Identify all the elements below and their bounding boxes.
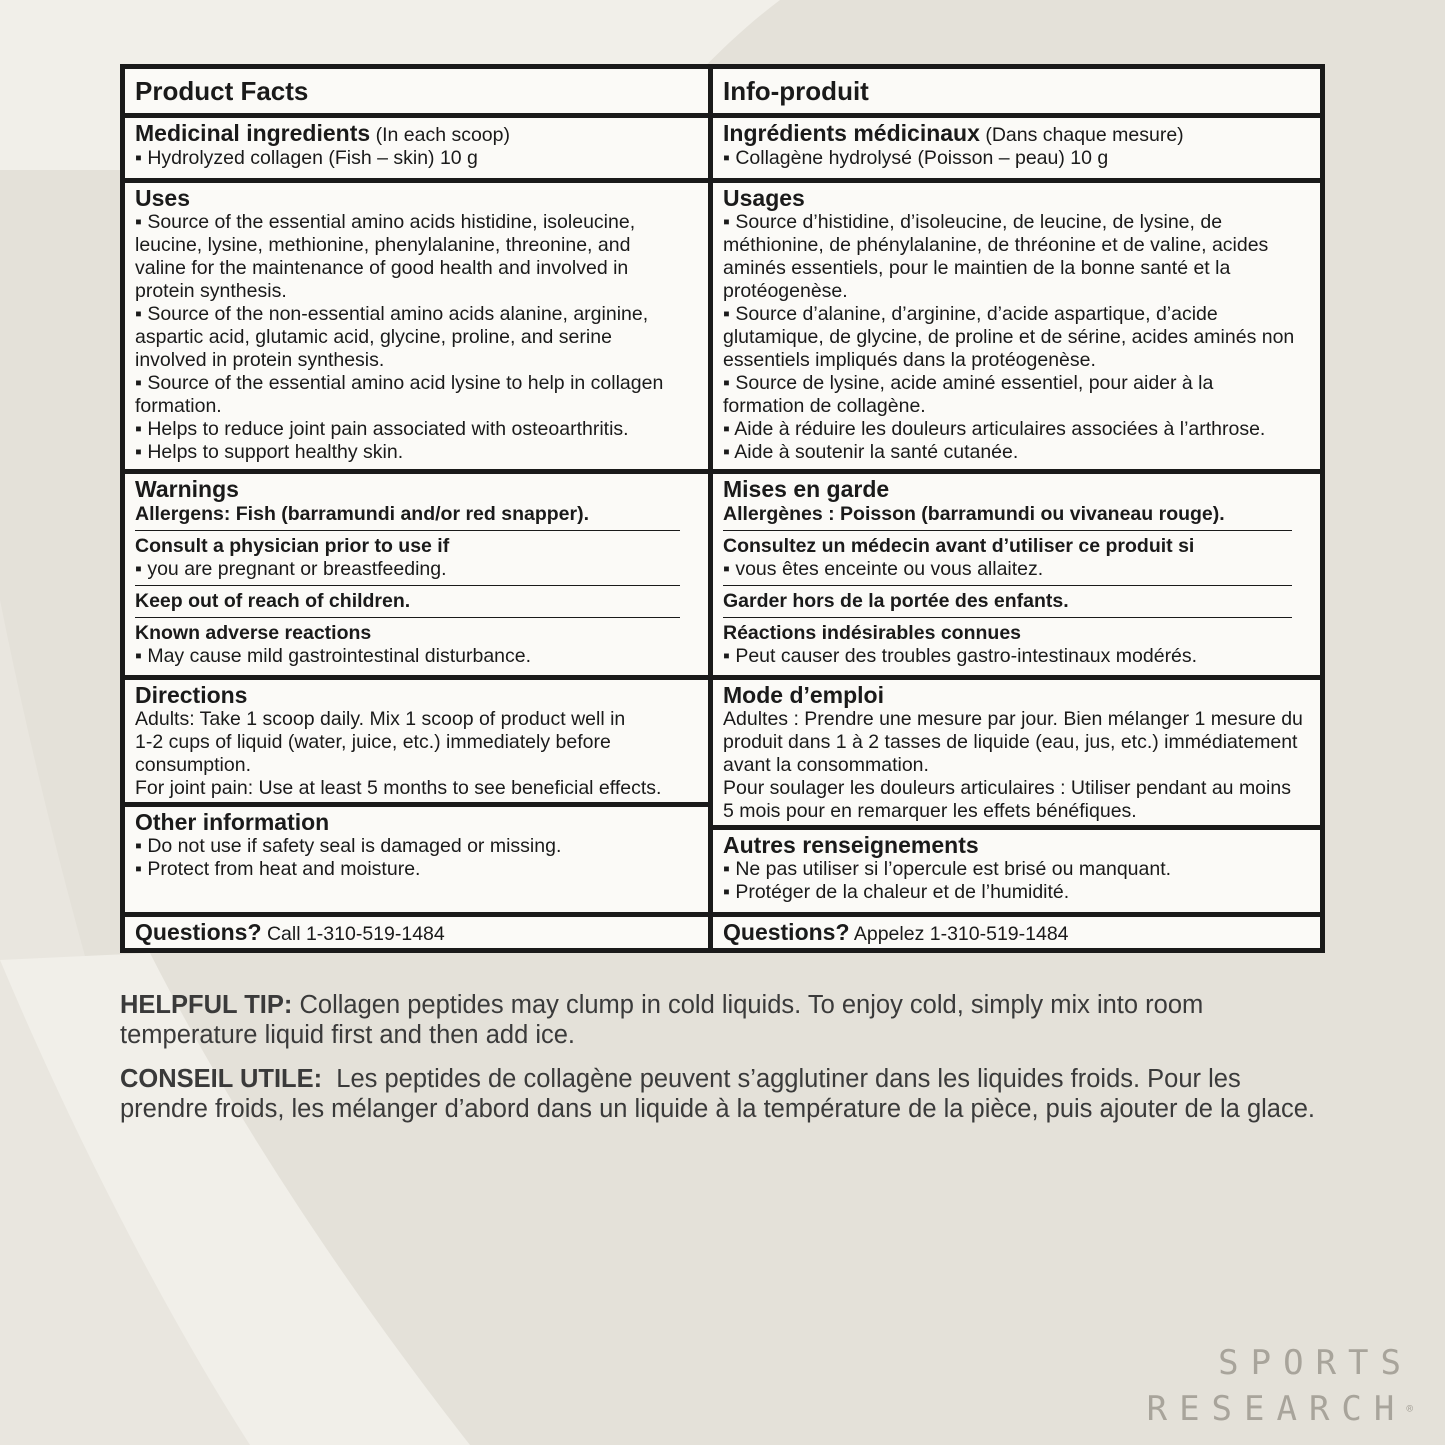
sports-research-logo bbox=[1147, 1340, 1413, 1432]
usages-list bbox=[723, 211, 1310, 464]
usages-line: ▪ Source d’histidine, d’isoleucine, de leucine, de lysine, de bbox=[723, 211, 1223, 233]
english-column bbox=[125, 69, 708, 948]
allergens-text: Allergens: Fish (barramundi and/or red snapper). bbox=[135, 503, 589, 525]
questions-cell bbox=[125, 917, 708, 948]
uses-line: protein synthesis. bbox=[135, 280, 287, 302]
other-info-line: ▪ Do not use if safety seal is damaged or missing. bbox=[135, 835, 562, 857]
product-facts-title-cell bbox=[125, 69, 708, 113]
autres-line: ▪ Ne pas utiliser si l’opercule est brisé ou manquant. bbox=[723, 858, 1172, 880]
consultez-text: Consultez un médecin avant d’utiliser ce produit si bbox=[723, 535, 1195, 557]
usages-line: ▪ Source d’alanine, d’arginine, d’acide aspartique, d’acide bbox=[723, 303, 1218, 325]
other-info-line: ▪ Protect from heat and moisture. bbox=[135, 858, 421, 880]
usages-heading: Usages bbox=[723, 185, 805, 211]
ingredients-heading: Ingrédients médicinaux bbox=[723, 120, 980, 146]
keep-out-text: Keep out of reach of children. bbox=[135, 590, 411, 612]
info-produit-title: Info-produit bbox=[723, 76, 869, 106]
directions-line: Adults: Take 1 scoop daily. Mix 1 scoop of product well in bbox=[135, 708, 626, 730]
autres-list bbox=[723, 858, 1310, 904]
uses-line: ▪ Source of the essential amino acid lysine to help in collagen bbox=[135, 372, 664, 394]
mode-emploi-line: Adultes : Prendre une mesure par jour. Bien mélanger 1 mesure du bbox=[723, 708, 1303, 730]
usages-line: méthionine, de phénylalanine, de thréonine et de valine, acides bbox=[723, 234, 1269, 256]
garder-text: Garder hors de la portée des enfants. bbox=[723, 590, 1069, 612]
questions-heading: Questions? bbox=[135, 919, 262, 945]
product-facts-panel bbox=[120, 64, 1325, 953]
mode-emploi-line: Pour soulager les douleurs articulaires : Utiliser pendant au moins bbox=[723, 777, 1291, 799]
uses-line: ▪ Helps to support healthy skin. bbox=[135, 441, 404, 463]
uses-cell bbox=[125, 183, 708, 469]
uses-list bbox=[135, 211, 698, 464]
registered-mark: ® bbox=[1406, 1402, 1413, 1415]
helpful-tips bbox=[120, 990, 1320, 1138]
conseil-utile-label: CONSEIL UTILE: bbox=[120, 1065, 323, 1093]
logo-line-research bbox=[1147, 1386, 1413, 1432]
reactions-block bbox=[723, 618, 1292, 672]
mode-emploi-heading: Mode d’emploi bbox=[723, 682, 884, 708]
questions-fr-cell bbox=[713, 917, 1320, 948]
adverse-block bbox=[135, 618, 680, 672]
helpful-tip-text: Collagen peptides may clump in cold liquids. To enjoy cold, simply mix into room temperature liquid first and then add ice. bbox=[120, 991, 1204, 1049]
usages-line: formation de collagène. bbox=[723, 395, 926, 417]
uses-line: ▪ Source of the essential amino acids histidine, isoleucine, bbox=[135, 211, 636, 233]
uses-line: aspartic acid, glutamic acid, glycine, proline, and serine bbox=[135, 326, 612, 348]
logo-research-text: RESEARCH bbox=[1146, 1389, 1407, 1429]
questions-fr-phone: Appelez 1-310-519-1484 bbox=[853, 923, 1069, 945]
uses-line: ▪ Helps to reduce joint pain associated with osteoarthritis. bbox=[135, 418, 629, 440]
ingredients-medicinaux-cell bbox=[713, 118, 1320, 178]
reactions-text: Réactions indésirables connues bbox=[723, 622, 1022, 644]
uses-line: formation. bbox=[135, 395, 222, 417]
usages-line: ▪ Aide à soutenir la santé cutanée. bbox=[723, 441, 1019, 463]
directions-list bbox=[135, 708, 698, 800]
medicinal-sub: (In each scoop) bbox=[375, 124, 510, 146]
usages-line: essentiels impliqués dans la protéogenèse. bbox=[723, 349, 1096, 371]
conseil-utile-text: Les peptides de collagène peuvent s’agglutiner dans les liquides froids. Pour les prendre froids, les mélanger d’abord dans un liquide à la température de la pièce, puis ajouter de la glace. bbox=[120, 1065, 1315, 1123]
usages-line: protéogenèse. bbox=[723, 280, 848, 302]
directions-heading: Directions bbox=[135, 682, 248, 708]
uses-line: ▪ Source of the non-essential amino acids alanine, arginine, bbox=[135, 303, 649, 325]
other-info-list bbox=[135, 835, 698, 881]
mode-emploi-line: avant la consommation. bbox=[723, 754, 929, 776]
autres-line: ▪ Protéger de la chaleur et de l’humidité. bbox=[723, 881, 1070, 903]
mises-en-garde-cell bbox=[713, 474, 1320, 675]
mises-en-garde-heading: Mises en garde bbox=[723, 476, 890, 502]
conseil-utile-fr bbox=[120, 1064, 1320, 1124]
medicinal-heading: Medicinal ingredients bbox=[135, 120, 371, 146]
allergens-block bbox=[135, 502, 680, 531]
info-produit-title-cell bbox=[713, 69, 1320, 113]
garder-block bbox=[723, 586, 1292, 618]
other-info-cell bbox=[125, 807, 708, 912]
reactions-item: ▪ Peut causer des troubles gastro-intestinaux modérés. bbox=[723, 645, 1198, 667]
medicinal-ingredients-cell bbox=[125, 118, 708, 178]
mode-emploi-line: produit dans 1 à 2 tasses de liquide (eau, jus, etc.) immédiatement bbox=[723, 731, 1298, 753]
ingredients-item: ▪ Collagène hydrolysé (Poisson – peau) 10 g bbox=[723, 147, 1109, 169]
helpful-tip-en bbox=[120, 990, 1320, 1050]
consult-block bbox=[135, 531, 680, 586]
usages-line: glutamique, de glycine, de proline et de sérine, acides aminés non bbox=[723, 326, 1295, 348]
allergenes-block bbox=[723, 502, 1292, 531]
keep-out-block bbox=[135, 586, 680, 618]
uses-heading: Uses bbox=[135, 185, 190, 211]
ingredients-sub: (Dans chaque mesure) bbox=[985, 124, 1184, 146]
adverse-text: Known adverse reactions bbox=[135, 622, 372, 644]
usages-cell bbox=[713, 183, 1320, 469]
consult-text: Consult a physician prior to use if bbox=[135, 535, 450, 557]
allergenes-text: Allergènes : Poisson (barramundi ou vivaneau rouge). bbox=[723, 503, 1225, 525]
questions-fr-heading: Questions? bbox=[723, 919, 850, 945]
usages-line: ▪ Source de lysine, acide aminé essentiel, pour aider à la bbox=[723, 372, 1214, 394]
directions-cell bbox=[125, 680, 708, 802]
usages-line: ▪ Aide à réduire les douleurs articulaires associées à l’arthrose. bbox=[723, 418, 1266, 440]
warnings-cell bbox=[125, 474, 708, 675]
autres-heading: Autres renseignements bbox=[723, 832, 979, 858]
directions-line: For joint pain: Use at least 5 months to see beneficial effects. bbox=[135, 777, 662, 799]
directions-line: consumption. bbox=[135, 754, 251, 776]
questions-phone: Call 1-310-519-1484 bbox=[266, 923, 445, 945]
medicinal-item: ▪ Hydrolyzed collagen (Fish – skin) 10 g bbox=[135, 147, 478, 169]
adverse-item: ▪ May cause mild gastrointestinal disturbance. bbox=[135, 645, 532, 667]
autres-renseignements-cell bbox=[713, 830, 1320, 912]
logo-line-sports: SPORTS bbox=[1218, 1343, 1413, 1383]
usages-line: aminés essentiels, pour le maintien de la bonne santé et la bbox=[723, 257, 1231, 279]
consultez-item: ▪ vous êtes enceinte ou vous allaitez. bbox=[723, 558, 1044, 580]
helpful-tip-label: HELPFUL TIP: bbox=[120, 991, 293, 1019]
consultez-block bbox=[723, 531, 1292, 586]
uses-line: involved in protein synthesis. bbox=[135, 349, 385, 371]
uses-line: valine for the maintenance of good health and involved in bbox=[135, 257, 629, 279]
french-column bbox=[713, 69, 1320, 948]
warnings-heading: Warnings bbox=[135, 476, 239, 502]
product-facts-title: Product Facts bbox=[135, 76, 309, 106]
uses-line: leucine, lysine, methionine, phenylalanine, threonine, and bbox=[135, 234, 631, 256]
other-info-heading: Other information bbox=[135, 809, 330, 835]
mode-emploi-line: 5 mois pour en remarquer les effets bénéfiques. bbox=[723, 800, 1137, 822]
consult-item: ▪ you are pregnant or breastfeeding. bbox=[135, 558, 447, 580]
mode-emploi-cell bbox=[713, 680, 1320, 825]
directions-line: 1-2 cups of liquid (water, juice, etc.) immediately before bbox=[135, 731, 611, 753]
mode-emploi-list bbox=[723, 708, 1310, 823]
